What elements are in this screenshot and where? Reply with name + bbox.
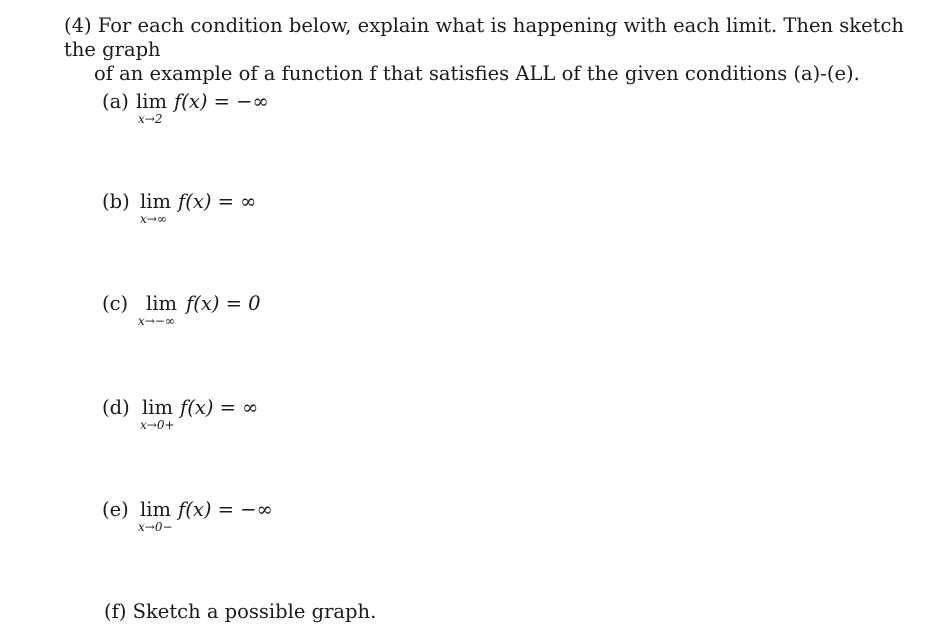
lim-subscript: x→∞ [140, 212, 167, 226]
lim-operator: lim [146, 292, 177, 315]
problem-statement [64, 14, 904, 86]
limit-expression: f(x) = 0 [186, 292, 261, 315]
condition-b [102, 190, 302, 234]
condition-tag: (b) [102, 190, 130, 213]
condition-d [102, 396, 302, 440]
problem-line-1: (4) For each condition below, explain what is happening with each limit. Then sketch the graph [64, 14, 904, 61]
problem-line-2: of an example of a function f that satisfies ALL of the given conditions (a)-(e). [94, 62, 860, 85]
lim-operator: lim [142, 396, 173, 419]
condition-e [102, 498, 302, 542]
limit-expression: f(x) = ∞ [180, 396, 259, 419]
limit-expression: f(x) = −∞ [174, 90, 269, 113]
sketch-instruction: (f) Sketch a possible graph. [104, 600, 377, 623]
lim-subscript: x→−∞ [138, 314, 175, 328]
condition-tag: (e) [102, 498, 129, 521]
limit-expression: f(x) = −∞ [178, 498, 273, 521]
condition-tag: (a) [102, 90, 129, 113]
lim-subscript: x→0− [138, 520, 173, 534]
lim-operator: lim [136, 90, 167, 113]
lim-subscript: x→2 [138, 112, 163, 126]
condition-tag: (d) [102, 396, 130, 419]
condition-c [102, 292, 302, 336]
lim-operator: lim [140, 190, 171, 213]
limit-expression: f(x) = ∞ [178, 190, 257, 213]
lim-subscript: x→0+ [140, 418, 175, 432]
condition-tag: (c) [102, 292, 129, 315]
lim-operator: lim [140, 498, 171, 521]
condition-a [102, 90, 302, 134]
